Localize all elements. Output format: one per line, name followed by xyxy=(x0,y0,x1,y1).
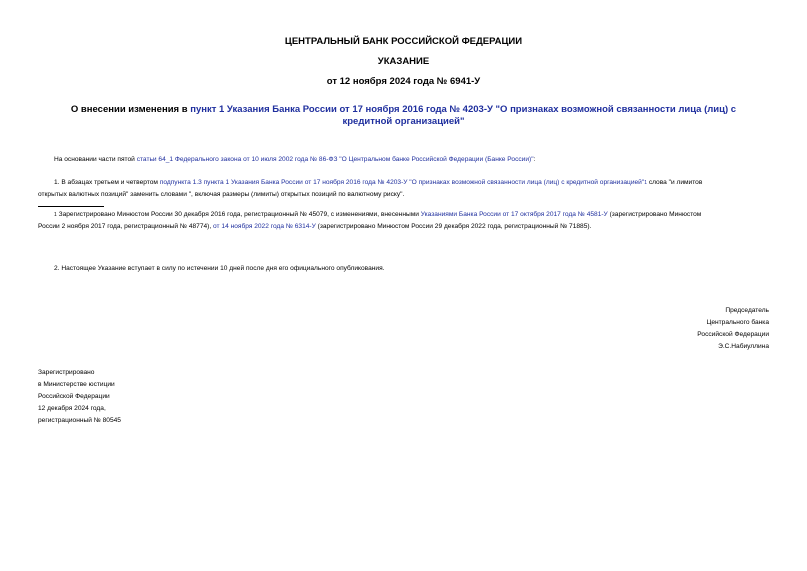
issuer-heading: ЦЕНТРАЛЬНЫЙ БАНК РОССИЙСКОЙ ФЕДЕРАЦИИ xyxy=(284,36,523,47)
title-prefix: О внесении изменения в xyxy=(70,104,191,115)
document-type: УКАЗАНИЕ xyxy=(377,56,430,67)
basis-paragraph xyxy=(38,154,786,166)
basis-law-link[interactable]: статьи 64_1 Федерального закона от 10 июля 2002 года № 86-ФЗ "О Центральном банке Российской Федерации (Банке России)" xyxy=(136,156,534,163)
registration-line: Российской Федерации xyxy=(38,393,110,400)
signature-line: Э.С.Набиуллина xyxy=(718,343,769,350)
point-1-prefix: 1. В абзацах третьем и четвертом xyxy=(54,179,160,186)
signature-line: Председатель xyxy=(725,307,769,314)
signature-line: Центрального банка xyxy=(706,319,769,326)
document-title xyxy=(60,104,747,128)
footnote-marker-link[interactable]: 1 xyxy=(644,180,647,186)
footnote-line-1-prefix: Зарегистрировано Минюстом России 30 декабря 2016 года, регистрационный № 45079, с изменениями, внесенными xyxy=(56,211,421,218)
footnote-line-1 xyxy=(38,209,770,221)
point-1-line-2: открытых валютных позиций" заменить словами ", включая размеры (лимиты) открытых позиций по валютному риску". xyxy=(38,191,405,198)
point-1-link[interactable]: подпункта 1.3 пункта 1 Указания Банка России от 17 ноября 2016 года № 4203-У "О признаках возможной связанности лица (лиц) с кредитной организацией" xyxy=(159,179,645,186)
footnote-link-6314[interactable]: от 14 ноября 2022 года № 6314-У xyxy=(213,223,316,230)
title-link[interactable]: пункт 1 Указания Банка России от 17 ноября 2016 года № 4203-У "О признаках возможной связанности лица (лиц) с кредитной организацией" xyxy=(190,104,737,127)
footnote-separator xyxy=(38,206,104,207)
footnote xyxy=(38,209,770,233)
registration-block xyxy=(38,367,121,427)
basis-suffix: : xyxy=(533,156,536,163)
point-1-line-1-suffix: слова "и лимитов xyxy=(646,179,703,186)
footnote-link-4581[interactable]: Указаниями Банка России от 17 октября 2017 года № 4581-У xyxy=(420,211,608,218)
document-date-number: от 12 ноября 2024 года № 6941-У xyxy=(326,76,481,87)
point-2-paragraph: 2. Настоящее Указание вступает в силу по истечении 10 дней после дня его официального опубликования. xyxy=(54,265,385,272)
footnote-line-2-prefix: России 2 ноября 2017 года, регистрационный № 48774), xyxy=(38,223,214,230)
footnote-line-1-suffix: (зарегистрировано Минюстом xyxy=(607,211,702,218)
footnote-line-2-suffix: (зарегистрировано Минюстом России 29 декабря 2022 года, регистрационный № 71885). xyxy=(315,223,592,230)
registration-line: Зарегистрировано xyxy=(38,369,95,376)
registration-line: регистрационный № 80545 xyxy=(38,417,121,424)
footnote-marker: 1 xyxy=(54,212,57,218)
registration-line: 12 декабря 2024 года, xyxy=(38,405,106,412)
signature-line: Российской Федерации xyxy=(697,331,769,338)
signature-block xyxy=(697,305,769,353)
footnote-line-2 xyxy=(38,221,770,233)
registration-line: в Министерстве юстиции xyxy=(38,381,115,388)
basis-prefix: На основании части пятой xyxy=(54,156,137,163)
point-1-paragraph xyxy=(38,177,770,201)
point-1-line-1 xyxy=(38,177,770,189)
